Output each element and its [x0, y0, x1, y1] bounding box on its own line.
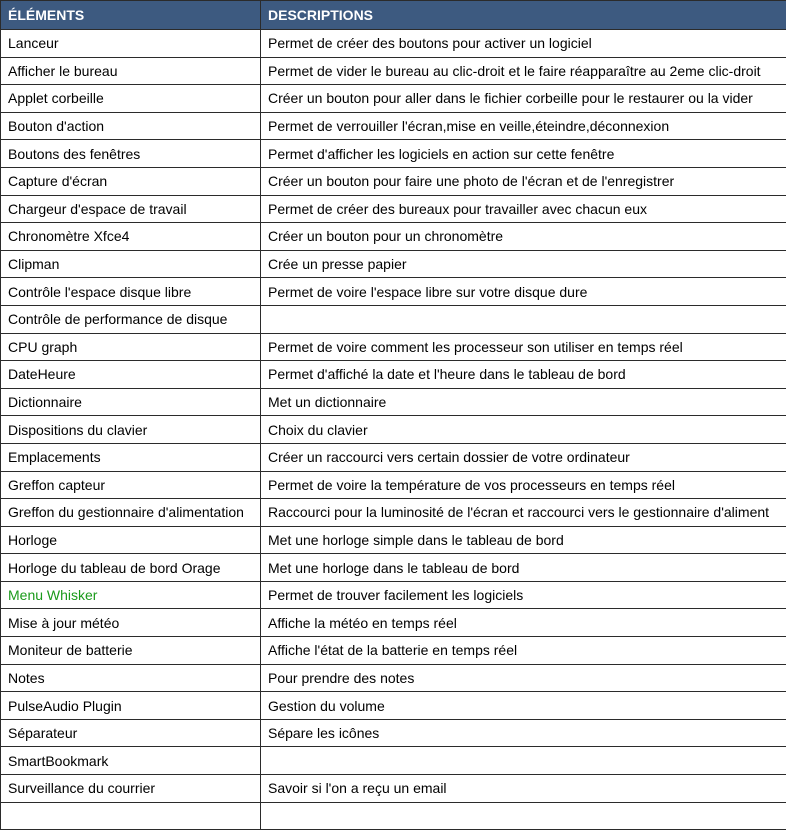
element-cell: Emplacements: [1, 443, 261, 471]
table-row: [1, 305, 786, 333]
table-row: [1, 223, 786, 251]
description-cell: Met un dictionnaire: [261, 388, 786, 416]
description-cell: Créer un bouton pour faire une photo de l'écran et de l'enregistrer: [261, 167, 786, 195]
table-row: [1, 443, 786, 471]
description-cell: Permet de voire la température de vos processeurs en temps réel: [261, 471, 786, 499]
element-cell: Capture d'écran: [1, 167, 261, 195]
description-cell: Permet de trouver facilement les logiciels: [261, 581, 786, 609]
element-cell: Chargeur d'espace de travail: [1, 195, 261, 223]
description-cell: Choix du clavier: [261, 416, 786, 444]
table-row: [1, 526, 786, 554]
table-row: [1, 637, 786, 665]
description-cell: Met une horloge simple dans le tableau de bord: [261, 526, 786, 554]
element-cell: Horloge du tableau de bord Orage: [1, 554, 261, 582]
description-cell: [261, 747, 786, 775]
element-cell: Dictionnaire: [1, 388, 261, 416]
table-row: [1, 278, 786, 306]
table-row: [1, 802, 786, 830]
table-row: [1, 388, 786, 416]
element-cell: Applet corbeille: [1, 85, 261, 113]
element-cell: Mise à jour météo: [1, 609, 261, 637]
element-cell: Greffon capteur: [1, 471, 261, 499]
table-row: [1, 416, 786, 444]
table-row: [1, 85, 786, 113]
description-cell: Créer un bouton pour aller dans le fichier corbeille pour le restaurer ou la vider: [261, 85, 786, 113]
description-cell: Raccourci pour la luminosité de l'écran et raccourci vers le gestionnaire d'aliment: [261, 499, 786, 527]
element-cell: SmartBookmark: [1, 747, 261, 775]
description-cell: Permet de créer des bureaux pour travailler avec chacun eux: [261, 195, 786, 223]
description-cell: Permet de verrouiller l'écran,mise en veille,éteindre,déconnexion: [261, 112, 786, 140]
table-body: [1, 30, 786, 830]
description-cell: Permet de voire l'espace libre sur votre disque dure: [261, 278, 786, 306]
description-cell: Créer un bouton pour un chronomètre: [261, 223, 786, 251]
table-row: [1, 664, 786, 692]
element-cell: PulseAudio Plugin: [1, 692, 261, 720]
element-cell: Moniteur de batterie: [1, 637, 261, 665]
table-row: [1, 581, 786, 609]
element-cell: Contrôle l'espace disque libre: [1, 278, 261, 306]
table-row: [1, 747, 786, 775]
description-cell: Crée un presse papier: [261, 250, 786, 278]
element-cell: DateHeure: [1, 361, 261, 389]
description-cell: Permet d'afficher les logiciels en action sur cette fenêtre: [261, 140, 786, 168]
table-row: [1, 471, 786, 499]
element-cell: CPU graph: [1, 333, 261, 361]
element-cell: Contrôle de performance de disque: [1, 305, 261, 333]
element-cell: Séparateur: [1, 719, 261, 747]
description-cell: Savoir si l'on a reçu un email: [261, 775, 786, 803]
table-row: [1, 609, 786, 637]
description-cell: Sépare les icônes: [261, 719, 786, 747]
table-row: [1, 692, 786, 720]
table-row: [1, 167, 786, 195]
description-cell: Permet de voire comment les processeur son utiliser en temps réel: [261, 333, 786, 361]
table-row: [1, 719, 786, 747]
element-cell: Chronomètre Xfce4: [1, 223, 261, 251]
element-cell: Bouton d'action: [1, 112, 261, 140]
description-cell: Affiche la météo en temps réel: [261, 609, 786, 637]
table-row: [1, 499, 786, 527]
table-row: [1, 554, 786, 582]
description-cell: Met une horloge dans le tableau de bord: [261, 554, 786, 582]
table-row: [1, 775, 786, 803]
description-cell: Permet d'affiché la date et l'heure dans le tableau de bord: [261, 361, 786, 389]
element-cell: Clipman: [1, 250, 261, 278]
table-row: [1, 140, 786, 168]
table-row: [1, 195, 786, 223]
element-cell: Surveillance du courrier: [1, 775, 261, 803]
header-row: [1, 1, 786, 30]
table-row: [1, 250, 786, 278]
element-cell: Horloge: [1, 526, 261, 554]
header-descriptions: DESCRIPTIONS: [261, 1, 786, 30]
description-cell: Affiche l'état de la batterie en temps réel: [261, 637, 786, 665]
element-cell: [1, 802, 261, 830]
element-cell: Menu Whisker: [1, 581, 261, 609]
table-row: [1, 361, 786, 389]
element-cell: Dispositions du clavier: [1, 416, 261, 444]
table-header: [1, 1, 786, 30]
element-cell: Lanceur: [1, 30, 261, 58]
description-cell: Pour prendre des notes: [261, 664, 786, 692]
table-row: [1, 57, 786, 85]
table-row: [1, 30, 786, 58]
description-cell: Gestion du volume: [261, 692, 786, 720]
description-cell: Permet de créer des boutons pour activer un logiciel: [261, 30, 786, 58]
header-elements: ÉLÉMENTS: [1, 1, 261, 30]
description-cell: [261, 802, 786, 830]
element-cell: Boutons des fenêtres: [1, 140, 261, 168]
table-row: [1, 112, 786, 140]
table-row: [1, 333, 786, 361]
description-cell: Créer un raccourci vers certain dossier de votre ordinateur: [261, 443, 786, 471]
description-cell: Permet de vider le bureau au clic-droit et le faire réapparaître au 2eme clic-droit: [261, 57, 786, 85]
element-cell: Notes: [1, 664, 261, 692]
description-cell: [261, 305, 786, 333]
element-cell: Afficher le bureau: [1, 57, 261, 85]
element-cell: Greffon du gestionnaire d'alimentation: [1, 499, 261, 527]
